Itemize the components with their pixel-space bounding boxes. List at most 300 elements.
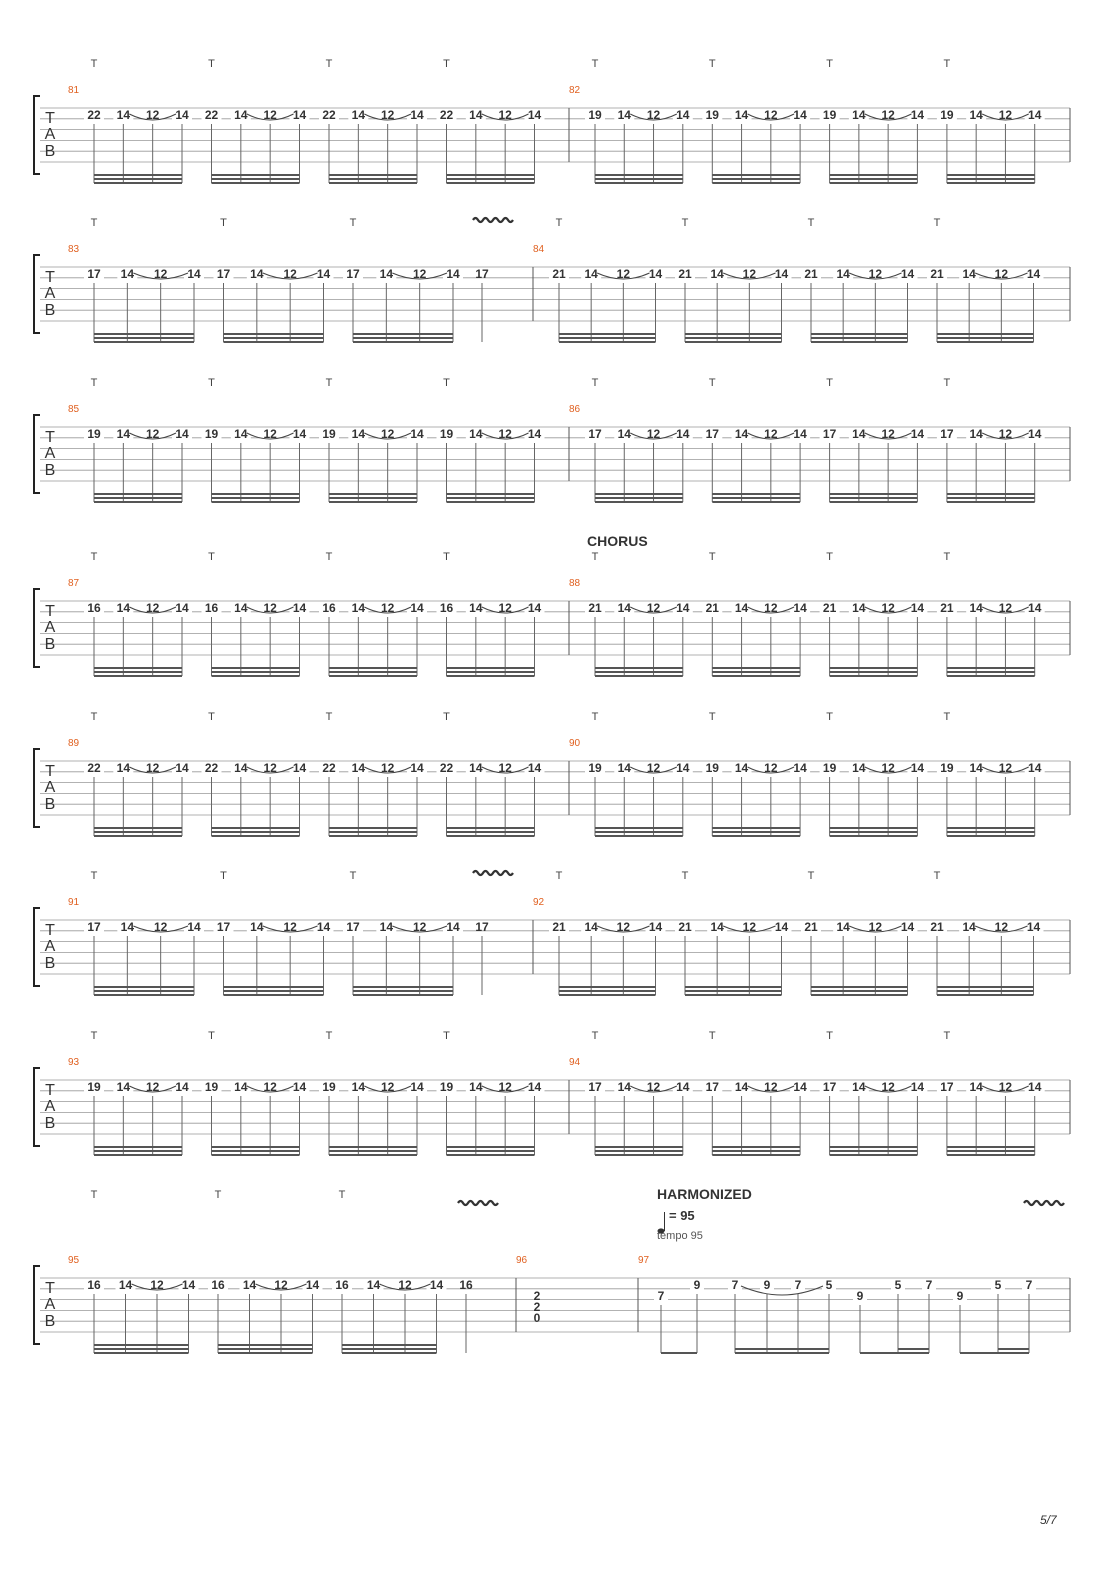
fret-number: 12 [881, 108, 895, 123]
fret-number: 9 [693, 1278, 701, 1293]
fret-number: 12 [881, 427, 895, 442]
fret-number: 12 [150, 1278, 164, 1293]
fret-number: 14 [1028, 601, 1042, 616]
fret-number: 12 [498, 601, 512, 616]
fret-number: 12 [145, 761, 160, 776]
fret-number: 12 [764, 427, 778, 442]
trill-mark [473, 218, 513, 222]
fret-number: 19 [588, 108, 602, 123]
section-label: CHORUS [587, 533, 648, 549]
fret-number: 14 [234, 761, 248, 776]
fret-number: 14 [351, 761, 366, 776]
fret-number: 14 [910, 427, 925, 442]
tab-letter-a: A [44, 445, 56, 462]
fret-number: 14 [187, 267, 201, 282]
fret-number: 12 [881, 601, 895, 616]
fret-number: 22 [87, 108, 101, 123]
fret-number: 12 [616, 920, 631, 935]
fret-number: 14 [429, 1278, 444, 1293]
fret-number: 17 [705, 1080, 719, 1095]
fret-number: 14 [676, 1080, 690, 1095]
fret-number: 12 [998, 1080, 1013, 1095]
fret-number: 19 [439, 427, 454, 442]
fret-number: 14 [316, 267, 331, 282]
fret-number: 14 [969, 108, 983, 123]
measure-number: 92 [533, 897, 545, 908]
fret-number: 14 [584, 267, 598, 282]
fret-number: 14 [351, 601, 366, 616]
fret-number: 12 [398, 1278, 412, 1293]
fret-number: 14 [410, 108, 424, 123]
fret-number: 12 [380, 427, 395, 442]
fret-number: 19 [87, 1080, 101, 1095]
fret-number: 16 [459, 1278, 473, 1293]
fret-number: 12 [283, 267, 297, 282]
tap-marker: T [90, 711, 98, 723]
tempo-value: = 95 [669, 1208, 695, 1223]
fret-number: 14 [793, 1080, 807, 1095]
slur-arc [741, 1286, 823, 1295]
fret-number: 14 [836, 920, 850, 935]
chord-fret: 2 [533, 1289, 541, 1304]
fret-number: 12 [380, 761, 395, 776]
fret-number: 14 [969, 1080, 983, 1095]
fret-number: 14 [852, 761, 866, 776]
tab-letter-b: B [44, 636, 56, 653]
system-bracket [34, 1068, 40, 1146]
fret-number: 14 [1028, 1080, 1042, 1095]
fret-number: 17 [346, 267, 360, 282]
fret-number: 14 [793, 108, 807, 123]
fret-number: 19 [822, 108, 837, 123]
tap-marker: T [826, 551, 833, 563]
tap-marker: T [338, 1189, 346, 1201]
fret-number: 12 [764, 601, 778, 616]
fret-number: 14 [1028, 761, 1042, 776]
tab-letter-a: A [44, 779, 56, 796]
tab-letter-b: B [44, 143, 56, 160]
tap-marker: T [708, 1030, 716, 1042]
tap-marker: T [555, 217, 563, 229]
fret-number: 21 [804, 267, 818, 282]
fret-number: 16 [87, 1278, 101, 1293]
fret-number: 22 [439, 108, 454, 123]
fret-number: 7 [731, 1278, 739, 1293]
fret-number: 14 [118, 1278, 133, 1293]
tab-letter-a: A [44, 619, 56, 636]
tab-letter-b: B [44, 955, 56, 972]
fret-number: 14 [469, 108, 483, 123]
fret-number: 14 [305, 1278, 320, 1293]
fret-number: 14 [366, 1278, 381, 1293]
fret-number: 17 [216, 267, 231, 282]
fret-number: 14 [469, 601, 483, 616]
fret-number: 5 [825, 1278, 833, 1293]
trill-mark [473, 871, 513, 875]
tap-marker: T [708, 551, 716, 563]
fret-number: 22 [439, 761, 454, 776]
tap-marker: T [325, 377, 333, 389]
fret-number: 14 [648, 920, 663, 935]
fret-number: 12 [263, 761, 277, 776]
fret-number: 14 [1028, 108, 1042, 123]
fret-number: 14 [774, 267, 789, 282]
fret-number: 14 [116, 1080, 131, 1095]
fret-number: 14 [410, 427, 424, 442]
fret-number: 12 [764, 108, 778, 123]
fret-number: 12 [153, 267, 168, 282]
fret-number: 14 [234, 601, 248, 616]
fret-number: 21 [678, 267, 692, 282]
fret-number: 5 [894, 1278, 902, 1293]
system-bracket [34, 96, 40, 174]
fret-number: 14 [187, 920, 201, 935]
fret-number: 14 [710, 267, 724, 282]
fret-number: 12 [881, 761, 895, 776]
tap-marker: T [208, 1030, 215, 1042]
system-bracket [34, 749, 40, 827]
fret-number: 12 [998, 108, 1013, 123]
fret-number: 14 [1026, 267, 1041, 282]
tab-letter-a: A [44, 1296, 56, 1313]
tap-marker: T [220, 217, 227, 229]
fret-number: 12 [994, 920, 1009, 935]
fret-number: 12 [742, 267, 757, 282]
fret-number: 17 [940, 1080, 954, 1095]
fret-number: 14 [116, 108, 131, 123]
fret-number: 14 [527, 601, 542, 616]
fret-number: 12 [616, 267, 631, 282]
fret-number: 7 [1025, 1278, 1033, 1293]
fret-number: 19 [588, 761, 602, 776]
tempo-text: tempo 95 [657, 1230, 703, 1242]
tab-letter-a: A [44, 126, 56, 143]
tab-letter-b: B [44, 1115, 56, 1132]
fret-number: 14 [617, 108, 631, 123]
fret-number: 16 [87, 601, 101, 616]
fret-number: 19 [940, 761, 954, 776]
fret-number: 14 [316, 920, 331, 935]
tap-marker: T [220, 870, 227, 882]
fret-number: 12 [145, 427, 160, 442]
measure-number: 88 [569, 578, 581, 589]
fret-number: 12 [764, 761, 778, 776]
fret-number: 16 [439, 601, 454, 616]
fret-number: 14 [774, 920, 789, 935]
fret-number: 14 [710, 920, 724, 935]
fret-number: 12 [868, 267, 883, 282]
tab-letter-b: B [44, 1313, 56, 1330]
fret-number: 17 [822, 1080, 837, 1095]
section-label: HARMONIZED [657, 1186, 752, 1202]
fret-number: 21 [930, 267, 944, 282]
tab-letter-t: T [45, 922, 55, 939]
fret-number: 12 [274, 1278, 288, 1293]
tap-marker: T [90, 377, 98, 389]
fret-number: 14 [910, 108, 925, 123]
fret-number: 12 [868, 920, 883, 935]
tap-marker: T [443, 1030, 450, 1042]
fret-number: 14 [836, 267, 850, 282]
fret-number: 12 [646, 761, 661, 776]
trill-mark [458, 1201, 498, 1205]
tap-marker: T [443, 551, 450, 563]
fret-number: 22 [322, 761, 336, 776]
chord-fret: 0 [533, 1311, 541, 1326]
fret-number: 14 [292, 427, 307, 442]
fret-number: 19 [439, 1080, 454, 1095]
fret-number: 16 [335, 1278, 349, 1293]
tap-marker: T [90, 1189, 98, 1201]
tap-marker: T [591, 58, 599, 70]
tap-marker: T [349, 870, 357, 882]
fret-number: 12 [998, 761, 1013, 776]
fret-number: 21 [588, 601, 602, 616]
fret-number: 14 [527, 761, 542, 776]
fret-number: 14 [175, 1080, 189, 1095]
fret-number: 17 [705, 427, 719, 442]
fret-number: 12 [263, 108, 277, 123]
tap-marker: T [90, 870, 98, 882]
fret-number: 14 [852, 601, 866, 616]
tap-marker: T [443, 377, 450, 389]
tab-letter-t: T [45, 603, 55, 620]
tap-marker: T [807, 217, 815, 229]
tap-marker: T [708, 377, 716, 389]
fret-number: 14 [410, 761, 424, 776]
fret-number: 12 [412, 920, 427, 935]
fret-number: 14 [410, 1080, 424, 1095]
fret-number: 14 [250, 267, 264, 282]
fret-number: 14 [969, 761, 983, 776]
fret-number: 21 [822, 601, 837, 616]
fret-number: 14 [910, 1080, 925, 1095]
fret-number: 7 [794, 1278, 802, 1293]
fret-number: 14 [676, 427, 690, 442]
fret-number: 12 [742, 920, 757, 935]
fret-number: 17 [588, 427, 602, 442]
fret-number: 21 [804, 920, 818, 935]
tab-letter-t: T [45, 1280, 55, 1297]
trill-mark [1024, 1201, 1064, 1205]
fret-number: 12 [998, 601, 1013, 616]
fret-number: 17 [216, 920, 231, 935]
fret-number: 14 [351, 1080, 366, 1095]
fret-number: 9 [956, 1289, 964, 1304]
fret-number: 14 [351, 427, 366, 442]
tap-marker: T [933, 870, 941, 882]
tap-marker: T [943, 551, 951, 563]
fret-number: 14 [116, 427, 131, 442]
measure-number: 82 [569, 85, 581, 96]
tap-marker: T [90, 58, 98, 70]
fret-number: 14 [116, 761, 131, 776]
fret-number: 12 [998, 427, 1013, 442]
tap-marker: T [349, 217, 357, 229]
fret-number: 7 [657, 1289, 665, 1304]
fret-number: 14 [852, 427, 866, 442]
tap-marker: T [90, 1030, 98, 1042]
fret-number: 19 [822, 761, 837, 776]
tap-marker: T [681, 870, 689, 882]
fret-number: 14 [175, 427, 189, 442]
fret-number: 14 [469, 1080, 483, 1095]
tap-marker: T [325, 58, 333, 70]
fret-number: 14 [793, 761, 807, 776]
fret-number: 12 [881, 1080, 895, 1095]
tap-marker: T [90, 551, 98, 563]
fret-number: 22 [87, 761, 101, 776]
tap-marker: T [208, 551, 215, 563]
fret-number: 14 [1028, 427, 1042, 442]
tab-letter-t: T [45, 1082, 55, 1099]
fret-number: 14 [734, 108, 749, 123]
fret-number: 12 [283, 920, 297, 935]
fret-number: 12 [498, 108, 512, 123]
tab-letter-t: T [45, 110, 55, 127]
fret-number: 14 [527, 108, 542, 123]
fret-number: 12 [498, 1080, 512, 1095]
tab-letter-a: A [44, 1098, 56, 1115]
fret-number: 12 [646, 427, 661, 442]
fret-number: 14 [793, 427, 807, 442]
fret-number: 14 [617, 601, 631, 616]
fret-number: 14 [234, 108, 248, 123]
fret-number: 12 [646, 108, 661, 123]
fret-number: 21 [940, 601, 954, 616]
fret-number: 14 [446, 920, 460, 935]
fret-number: 12 [764, 1080, 778, 1095]
fret-number: 19 [204, 1080, 219, 1095]
fret-number: 17 [87, 920, 101, 935]
fret-number: 12 [145, 1080, 160, 1095]
tab-letter-t: T [45, 269, 55, 286]
tap-marker: T [826, 1030, 833, 1042]
tap-marker: T [708, 58, 716, 70]
fret-number: 14 [410, 601, 424, 616]
measure-number: 97 [638, 1255, 650, 1266]
tap-marker: T [933, 217, 941, 229]
fret-number: 19 [87, 427, 101, 442]
measure-number: 95 [68, 1255, 80, 1266]
fret-number: 12 [380, 601, 395, 616]
fret-number: 22 [322, 108, 336, 123]
fret-number: 14 [242, 1278, 257, 1293]
fret-number: 21 [552, 920, 566, 935]
tap-marker: T [708, 711, 716, 723]
fret-number: 12 [380, 1080, 395, 1095]
tap-marker: T [208, 711, 215, 723]
tap-marker: T [826, 58, 833, 70]
tap-marker: T [807, 870, 815, 882]
tap-marker: T [325, 551, 333, 563]
tab-letter-t: T [45, 763, 55, 780]
fret-number: 14 [234, 427, 248, 442]
fret-number: 12 [412, 267, 427, 282]
tab-letter-b: B [44, 302, 56, 319]
fret-number: 14 [469, 427, 483, 442]
fret-number: 14 [527, 427, 542, 442]
fret-number: 14 [250, 920, 264, 935]
fret-number: 14 [676, 601, 690, 616]
system-bracket [34, 415, 40, 493]
measure-number: 96 [516, 1255, 528, 1266]
fret-number: 17 [475, 267, 489, 282]
fret-number: 12 [994, 267, 1009, 282]
system-bracket [34, 1266, 40, 1344]
fret-number: 9 [763, 1278, 771, 1293]
tap-marker: T [208, 58, 215, 70]
fret-number: 14 [676, 761, 690, 776]
fret-number: 14 [175, 601, 189, 616]
tap-marker: T [90, 217, 98, 229]
fret-number: 12 [263, 601, 277, 616]
fret-number: 14 [734, 601, 749, 616]
fret-number: 14 [910, 601, 925, 616]
system-bracket [34, 255, 40, 333]
fret-number: 14 [292, 601, 307, 616]
fret-number: 17 [940, 427, 954, 442]
tap-marker: T [943, 58, 951, 70]
measure-number: 81 [68, 85, 80, 96]
tap-marker: T [826, 377, 833, 389]
fret-number: 19 [705, 108, 719, 123]
fret-number: 14 [676, 108, 690, 123]
fret-number: 14 [900, 267, 915, 282]
fret-number: 14 [900, 920, 915, 935]
tap-marker: T [591, 377, 599, 389]
measure-number: 94 [569, 1057, 581, 1068]
measure-number: 89 [68, 738, 80, 749]
fret-number: 14 [962, 920, 976, 935]
fret-number: 14 [120, 267, 135, 282]
measure-number: 86 [569, 404, 581, 415]
tap-marker: T [943, 1030, 951, 1042]
fret-number: 14 [469, 761, 483, 776]
tap-marker: T [943, 711, 951, 723]
measure-number: 90 [569, 738, 581, 749]
fret-number: 14 [648, 267, 663, 282]
fret-number: 17 [87, 267, 101, 282]
fret-number: 17 [475, 920, 489, 935]
fret-number: 16 [211, 1278, 225, 1293]
tap-marker: T [325, 1030, 333, 1042]
fret-number: 21 [678, 920, 692, 935]
fret-number: 12 [145, 601, 160, 616]
fret-number: 14 [292, 761, 307, 776]
fret-number: 19 [322, 1080, 336, 1095]
fret-number: 12 [263, 1080, 277, 1095]
fret-number: 12 [145, 108, 160, 123]
fret-number: 14 [292, 1080, 307, 1095]
tap-marker: T [681, 217, 689, 229]
fret-number: 14 [734, 427, 749, 442]
fret-number: 19 [705, 761, 719, 776]
tab-letter-a: A [44, 938, 56, 955]
fret-number: 16 [322, 601, 336, 616]
tap-marker: T [943, 377, 951, 389]
fret-number: 17 [588, 1080, 602, 1095]
chord-fret: 2 [533, 1300, 541, 1315]
measure-number: 91 [68, 897, 80, 908]
tab-letter-b: B [44, 796, 56, 813]
tap-marker: T [591, 551, 599, 563]
fret-number: 17 [822, 427, 837, 442]
fret-number: 14 [910, 761, 925, 776]
fret-number: 14 [175, 108, 189, 123]
tap-marker: T [325, 711, 333, 723]
tap-marker: T [443, 711, 450, 723]
